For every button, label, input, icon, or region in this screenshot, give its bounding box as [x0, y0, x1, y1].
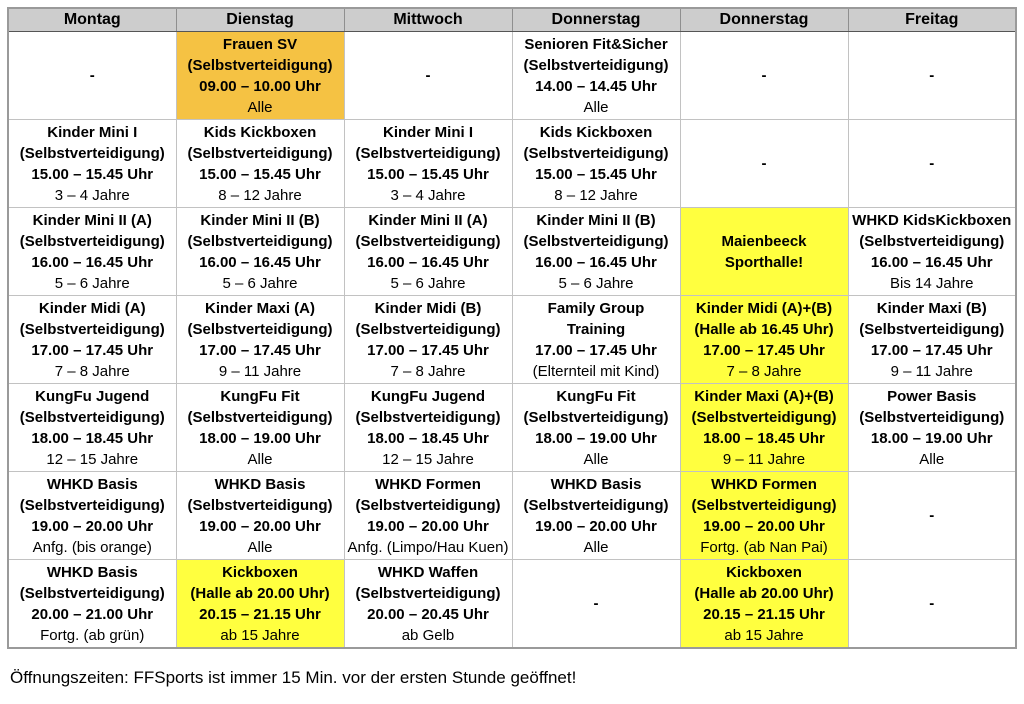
schedule-cell — [344, 560, 512, 649]
cell-line: (Selbstverteidigung) — [523, 496, 669, 514]
schedule-cell — [344, 208, 512, 296]
cell-line: ab 15 Jahre — [220, 626, 300, 644]
cell-line: KungFu Jugend — [35, 387, 150, 405]
cell-line: 15.00 – 15.45 Uhr — [199, 165, 321, 183]
cell-line: (Selbstverteidigung) — [187, 408, 333, 426]
cell-line: 8 – 12 Jahre — [554, 186, 638, 204]
cell-line: Kinder Mini II (A) — [368, 211, 488, 229]
cell-line: 20.00 – 21.00 Uhr — [31, 605, 154, 623]
cell-line: (Selbstverteidigung) — [523, 56, 669, 74]
cell-line: Kinder Mini II (B) — [536, 211, 656, 229]
cell-line: 18.00 – 19.00 Uhr — [199, 429, 321, 447]
schedule-cell — [344, 296, 512, 384]
column-header-mittwoch: Mittwoch — [344, 8, 512, 32]
schedule-cell — [512, 296, 680, 384]
schedule-cell — [680, 384, 848, 472]
cell-line: WHKD Waffen — [377, 563, 479, 581]
cell-line: 18.00 – 18.45 Uhr — [367, 429, 489, 447]
schedule-cell — [512, 384, 680, 472]
schedule-cell — [8, 120, 176, 208]
cell-line: Kinder Midi (B) — [374, 299, 482, 317]
cell-line: 20.00 – 20.45 Uhr — [367, 605, 489, 623]
weekly-schedule-table — [7, 7, 1017, 649]
table-row — [8, 560, 1016, 649]
cell-line: 3 – 4 Jahre — [390, 186, 466, 204]
cell-line: 15.00 – 15.45 Uhr — [31, 165, 154, 183]
column-header-dienstag: Dienstag — [176, 8, 344, 32]
cell-line: (Selbstverteidigung) — [523, 232, 669, 250]
schedule-cell — [8, 208, 176, 296]
cell-line: Anfg. (Limpo/Hau Kuen) — [347, 538, 509, 556]
cell-line: Bis 14 Jahre — [890, 274, 974, 292]
cell-line: (Selbstverteidigung) — [355, 496, 501, 514]
cell-line: - — [425, 67, 431, 84]
cell-line: (Selbstverteidigung) — [19, 232, 165, 250]
column-header-donnerstag-1: Donnerstag — [512, 8, 680, 32]
table-row — [8, 384, 1016, 472]
cell-line: 17.00 – 17.45 Uhr — [703, 341, 825, 359]
cell-line: Kickboxen — [726, 563, 802, 581]
cell-line: (Selbstverteidigung) — [187, 232, 333, 250]
cell-line: - — [929, 595, 935, 612]
table-row — [8, 472, 1016, 560]
cell-line: 17.00 – 17.45 Uhr — [535, 341, 657, 359]
cell-line: Kinder Mini I — [383, 123, 473, 141]
schedule-cell — [344, 384, 512, 472]
cell-line: (Selbstverteidigung) — [19, 144, 165, 162]
cell-line: 17.00 – 17.45 Uhr — [31, 341, 154, 359]
schedule-cell — [176, 560, 344, 649]
cell-line: Fortg. (ab grün) — [40, 626, 145, 644]
cell-line: Senioren Fit&Sicher — [524, 35, 668, 53]
cell-line: Kids Kickboxen — [203, 123, 317, 141]
cell-line: - — [929, 155, 935, 172]
cell-line: 18.00 – 18.45 Uhr — [703, 429, 825, 447]
cell-line: Kinder Mini II (B) — [200, 211, 320, 229]
cell-line: Maienbeeck — [721, 232, 807, 250]
cell-line: Alle — [583, 450, 609, 468]
cell-line: (Elternteil mit Kind) — [532, 362, 660, 380]
header-row — [8, 8, 1016, 32]
cell-line: (Selbstverteidigung) — [523, 144, 669, 162]
cell-line: ab 15 Jahre — [724, 626, 804, 644]
cell-line: 7 – 8 Jahre — [726, 362, 802, 380]
schedule-cell — [176, 384, 344, 472]
cell-line: (Selbstverteidigung) — [355, 144, 501, 162]
cell-line: 5 – 6 Jahre — [222, 274, 298, 292]
cell-line: (Halle ab 20.00 Uhr) — [190, 584, 330, 602]
cell-line: (Selbstverteidigung) — [691, 496, 837, 514]
cell-line: Kinder Mini II (A) — [32, 211, 152, 229]
cell-line: Alle — [919, 450, 945, 468]
cell-line: 7 – 8 Jahre — [390, 362, 466, 380]
cell-line: (Selbstverteidigung) — [19, 496, 165, 514]
cell-line: (Selbstverteidigung) — [523, 408, 669, 426]
cell-line: Power Basis — [887, 387, 977, 405]
schedule-cell — [848, 472, 1016, 560]
cell-line: 19.00 – 20.00 Uhr — [31, 517, 154, 535]
cell-line: (Selbstverteidigung) — [19, 408, 165, 426]
cell-line: KungFu Fit — [556, 387, 636, 405]
cell-line: 3 – 4 Jahre — [54, 186, 130, 204]
schedule-cell — [512, 32, 680, 120]
cell-line: Alle — [247, 450, 273, 468]
cell-line: Alle — [247, 98, 273, 116]
cell-line: 7 – 8 Jahre — [54, 362, 130, 380]
schedule-body — [8, 32, 1016, 649]
cell-line: (Selbstverteidigung) — [187, 496, 333, 514]
schedule-cell — [176, 120, 344, 208]
cell-line: 8 – 12 Jahre — [218, 186, 302, 204]
cell-line: - — [593, 595, 599, 612]
schedule-cell — [680, 32, 848, 120]
cell-line: 17.00 – 17.45 Uhr — [199, 341, 321, 359]
schedule-cell — [176, 32, 344, 120]
cell-line: 16.00 – 16.45 Uhr — [367, 253, 489, 271]
schedule-cell — [848, 384, 1016, 472]
schedule-cell — [176, 472, 344, 560]
cell-line: WHKD Formen — [375, 475, 481, 493]
cell-line: KungFu Jugend — [370, 387, 486, 405]
cell-line: Kickboxen — [222, 563, 298, 581]
cell-line: Anfg. (bis orange) — [32, 538, 152, 556]
schedule-cell — [176, 296, 344, 384]
cell-line: (Selbstverteidigung) — [187, 144, 333, 162]
cell-line: 16.00 – 16.45 Uhr — [535, 253, 657, 271]
schedule-cell — [512, 120, 680, 208]
cell-line: (Selbstverteidigung) — [187, 56, 333, 74]
schedule-cell — [680, 472, 848, 560]
schedule-cell — [344, 472, 512, 560]
schedule-cell — [848, 296, 1016, 384]
cell-line: KungFu Fit — [220, 387, 300, 405]
table-row — [8, 120, 1016, 208]
schedule-cell — [680, 296, 848, 384]
opening-hours-note: Öffnungszeiten: FFSports ist immer 15 Min. vor der ersten Stunde geöffnet! — [10, 668, 577, 687]
cell-line: Alle — [247, 538, 273, 556]
cell-line: WHKD Basis — [214, 475, 306, 493]
schedule-cell — [512, 560, 680, 649]
cell-line: Alle — [583, 538, 609, 556]
schedule-cell — [8, 472, 176, 560]
cell-line: 16.00 – 16.45 Uhr — [31, 253, 154, 271]
cell-line: (Selbstverteidigung) — [859, 408, 1005, 426]
column-header-montag: Montag — [8, 8, 176, 32]
cell-line: Kinder Mini I — [47, 123, 138, 141]
cell-line: 19.00 – 20.00 Uhr — [703, 517, 825, 535]
cell-line: 09.00 – 10.00 Uhr — [199, 77, 321, 95]
cell-line: 17.00 – 17.45 Uhr — [367, 341, 489, 359]
cell-line: - — [761, 67, 767, 84]
table-row — [8, 32, 1016, 120]
cell-line: 14.00 – 14.45 Uhr — [535, 77, 657, 95]
cell-line: Kinder Midi (A)+(B) — [695, 299, 833, 317]
cell-line: (Selbstverteidigung) — [19, 320, 165, 338]
cell-line: 17.00 – 17.45 Uhr — [870, 341, 993, 359]
cell-line: Kinder Midi (A) — [38, 299, 146, 317]
cell-line: 12 – 15 Jahre — [382, 450, 474, 468]
cell-line: Training — [566, 320, 626, 338]
cell-line: 20.15 – 21.15 Uhr — [703, 605, 825, 623]
cell-line: 5 – 6 Jahre — [54, 274, 130, 292]
cell-line: WHKD Basis — [46, 475, 138, 493]
column-header-freitag: Freitag — [848, 8, 1016, 32]
cell-line: (Selbstverteidigung) — [355, 320, 501, 338]
cell-line: 9 – 11 Jahre — [722, 450, 806, 468]
table-row — [8, 296, 1016, 384]
cell-line: - — [761, 155, 767, 172]
schedule-cell — [176, 208, 344, 296]
cell-line: Sporthalle! — [724, 253, 804, 271]
cell-line: WHKD Basis — [550, 475, 642, 493]
schedule-cell — [344, 120, 512, 208]
cell-line: 15.00 – 15.45 Uhr — [535, 165, 657, 183]
cell-line: Family Group — [547, 299, 645, 317]
cell-line: 18.00 – 19.00 Uhr — [535, 429, 657, 447]
schedule-cell — [680, 208, 848, 296]
cell-line: 5 – 6 Jahre — [558, 274, 634, 292]
cell-line: 19.00 – 20.00 Uhr — [199, 517, 321, 535]
cell-line: 12 – 15 Jahre — [46, 450, 139, 468]
cell-line: Kinder Maxi (A) — [204, 299, 315, 317]
cell-line: 18.00 – 18.45 Uhr — [31, 429, 154, 447]
cell-line: 16.00 – 16.45 Uhr — [199, 253, 321, 271]
cell-line: 19.00 – 20.00 Uhr — [367, 517, 489, 535]
cell-line: ab Gelb — [401, 626, 455, 644]
cell-line: (Selbstverteidigung) — [859, 320, 1005, 338]
cell-line: WHKD Basis — [46, 563, 138, 581]
cell-line: (Selbstverteidigung) — [355, 232, 501, 250]
cell-line: Kinder Maxi (A)+(B) — [694, 387, 834, 405]
column-header-donnerstag-2: Donnerstag — [680, 8, 848, 32]
schedule-cell — [680, 560, 848, 649]
cell-line: - — [929, 67, 935, 84]
cell-line: Frauen SV — [222, 35, 298, 53]
cell-line: 9 – 11 Jahre — [218, 362, 302, 380]
cell-line: (Selbstverteidigung) — [355, 584, 501, 602]
table-row — [8, 208, 1016, 296]
cell-line: 16.00 – 16.45 Uhr — [870, 253, 993, 271]
cell-line: (Halle ab 20.00 Uhr) — [694, 584, 834, 602]
schedule-cell — [344, 32, 512, 120]
cell-line: WHKD Formen — [711, 475, 817, 493]
schedule-cell — [512, 472, 680, 560]
cell-line: (Selbstverteidigung) — [187, 320, 333, 338]
cell-line: 20.15 – 21.15 Uhr — [199, 605, 321, 623]
schedule-cell — [848, 32, 1016, 120]
schedule-cell — [8, 296, 176, 384]
cell-line: 19.00 – 20.00 Uhr — [535, 517, 657, 535]
cell-line: - — [929, 507, 935, 524]
cell-line: Kinder Maxi (B) — [876, 299, 987, 317]
cell-line: (Selbstverteidigung) — [19, 584, 165, 602]
cell-line: (Halle ab 16.45 Uhr) — [694, 320, 834, 338]
cell-line: 5 – 6 Jahre — [390, 274, 466, 292]
cell-line: Kids Kickboxen — [539, 123, 653, 141]
cell-line: Fortg. (ab Nan Pai) — [700, 538, 828, 556]
cell-line: Alle — [583, 98, 609, 116]
schedule-cell — [8, 32, 176, 120]
cell-line: 18.00 – 19.00 Uhr — [870, 429, 993, 447]
cell-line: (Selbstverteidigung) — [691, 408, 837, 426]
schedule-cell — [8, 384, 176, 472]
cell-line: 15.00 – 15.45 Uhr — [367, 165, 489, 183]
schedule-cell — [512, 208, 680, 296]
schedule-header — [8, 8, 1016, 32]
cell-line: (Selbstverteidigung) — [859, 232, 1005, 250]
schedule-cell — [680, 120, 848, 208]
cell-line: WHKD KidsKickboxen — [852, 211, 1012, 229]
cell-line: (Selbstverteidigung) — [355, 408, 501, 426]
schedule-cell — [848, 120, 1016, 208]
schedule-cell — [848, 560, 1016, 649]
cell-line: 9 – 11 Jahre — [890, 362, 973, 380]
schedule-cell — [8, 560, 176, 649]
schedule-cell — [848, 208, 1016, 296]
cell-line: - — [89, 67, 95, 84]
